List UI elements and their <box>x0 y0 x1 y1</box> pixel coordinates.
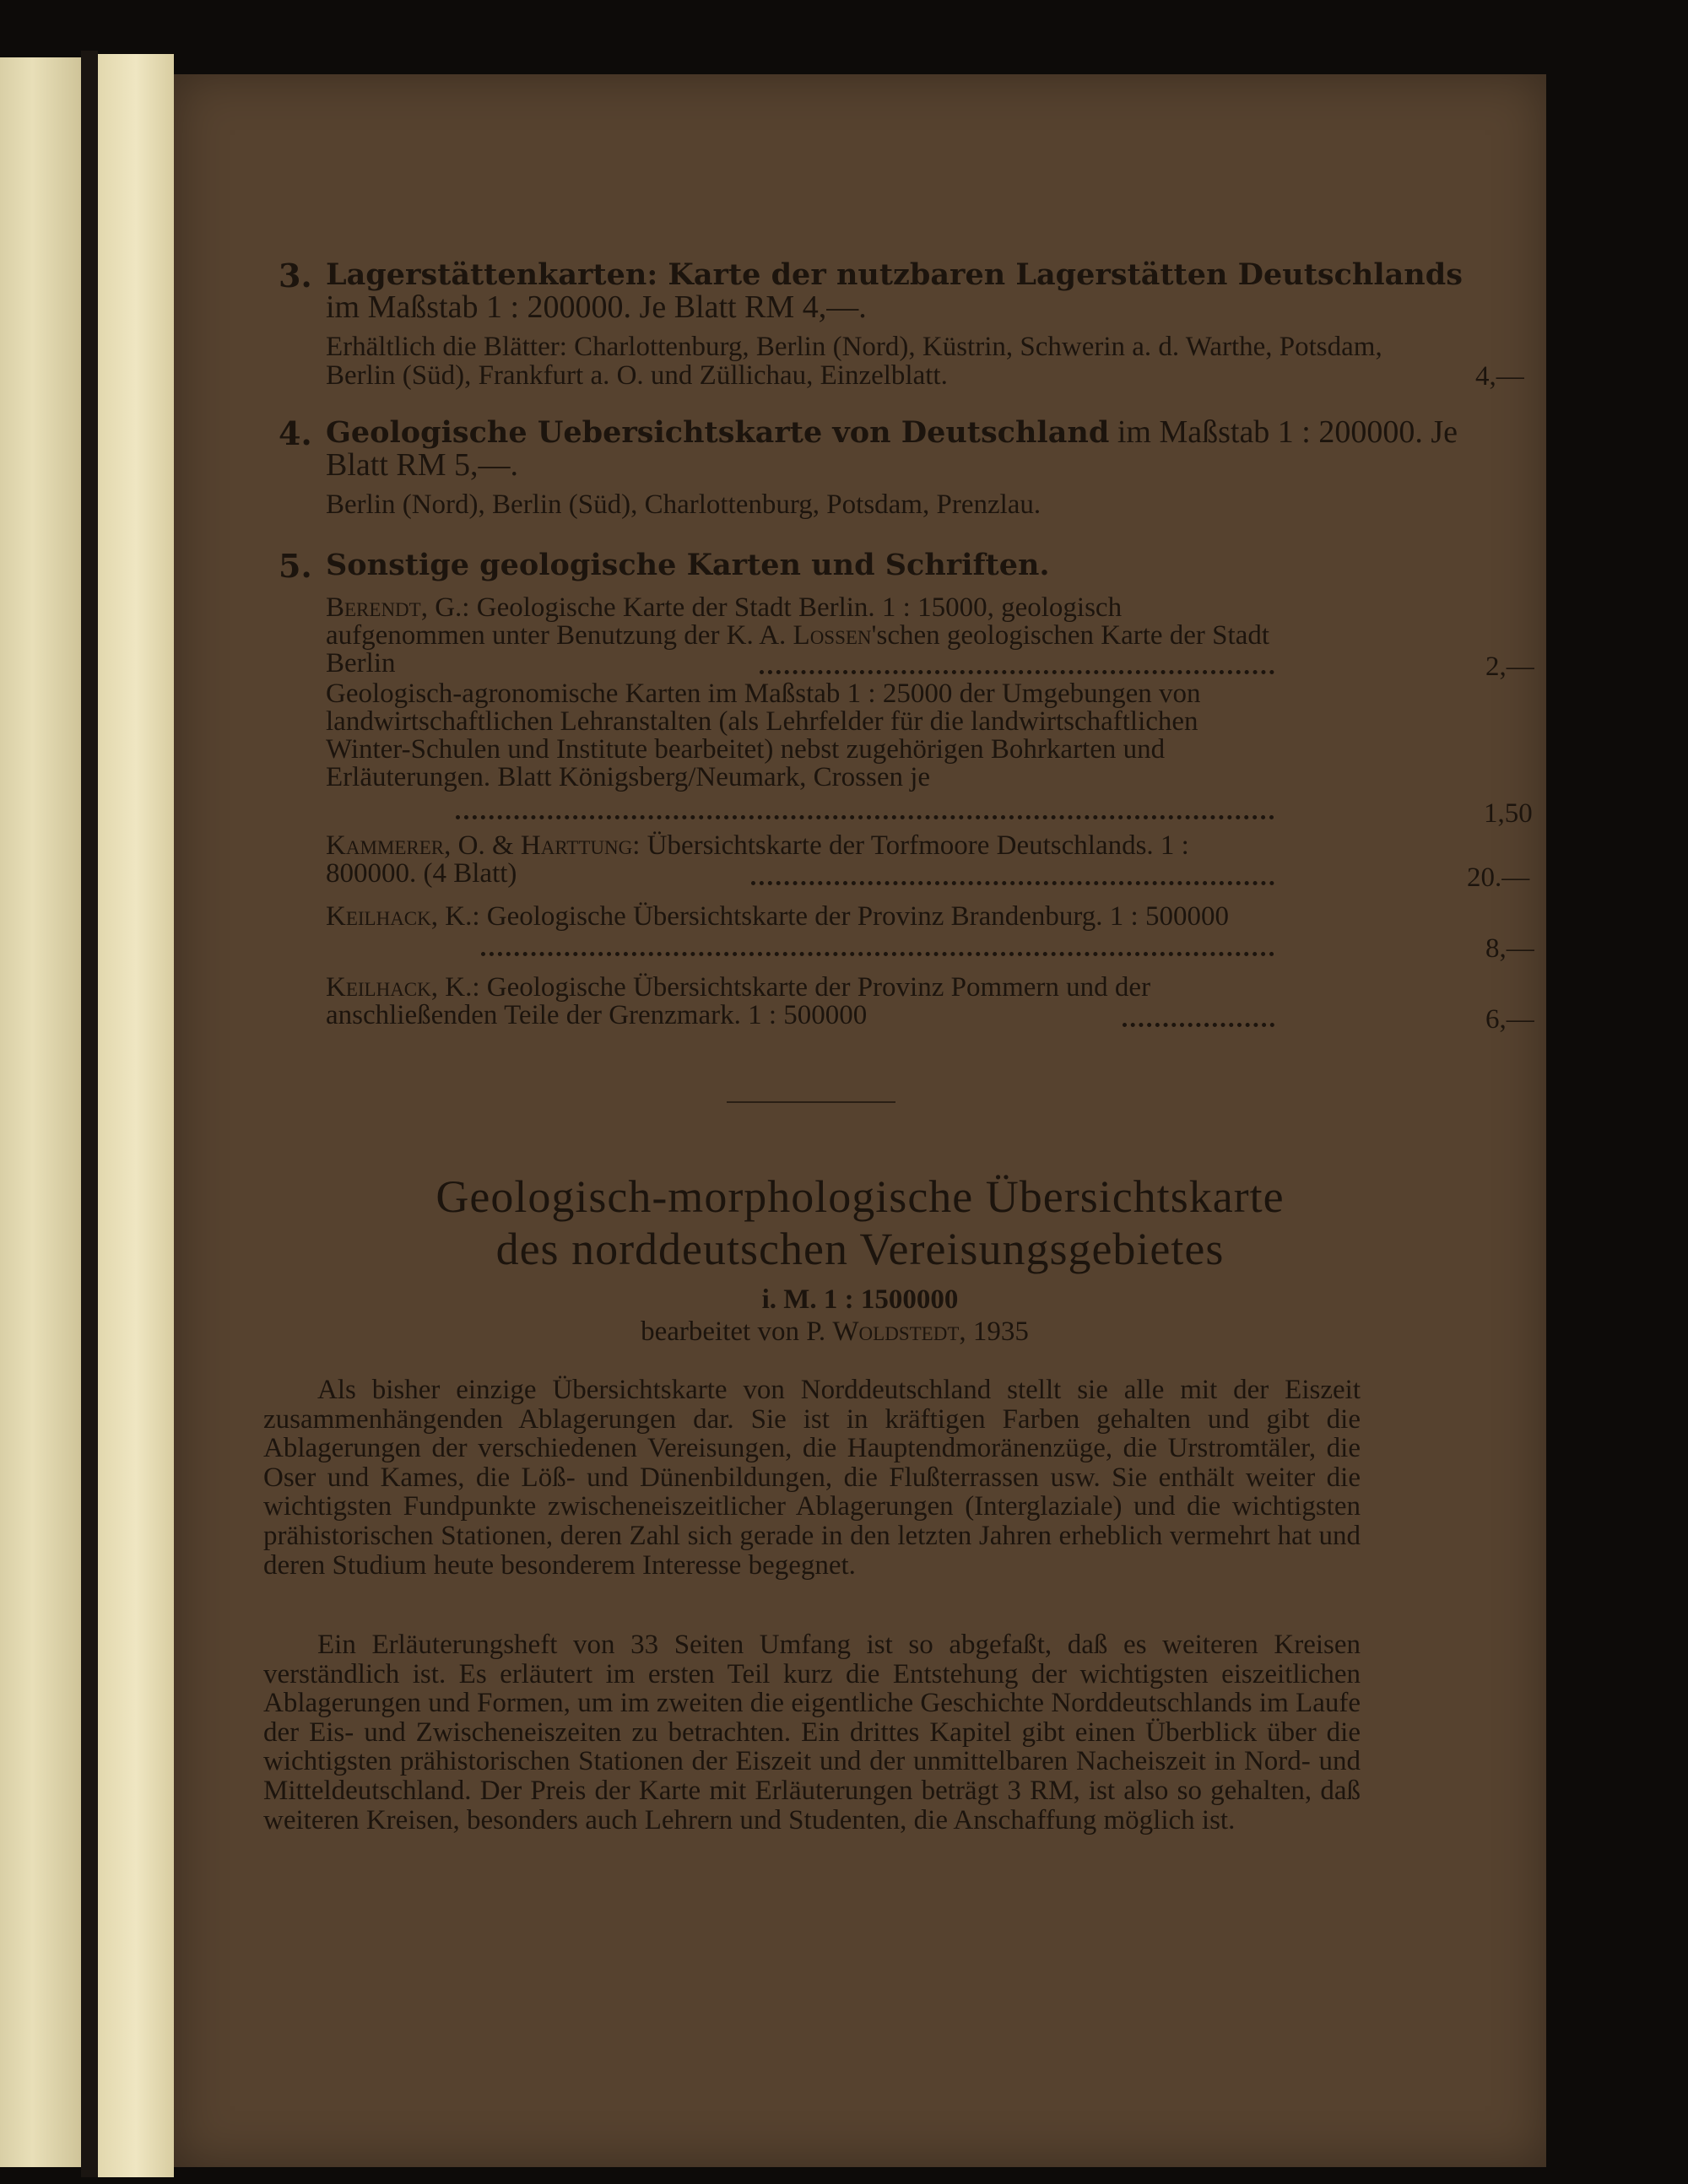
byline-author: Woldstedt <box>832 1316 960 1347</box>
item-price: 2,— <box>1485 651 1534 682</box>
item-price: 6,— <box>1485 1004 1534 1035</box>
dot-leader <box>1123 1023 1274 1027</box>
feature-title-line2: des norddeutschen Vereisungsgebietes <box>495 1224 1225 1274</box>
dot-leader <box>760 670 1274 674</box>
book-gutter <box>81 51 98 2177</box>
page-content <box>174 74 1546 2167</box>
feature-paragraph-2: Ein Erläuterungsheft von 33 Seiten Umfang ist so abgefaßt, daß es weiteren Kreisen verständlich ist. Es erläutert im ersten Teil kurz die Entstehung der wichtigsten eiszeitlichen Ablagerungen und Formen, um im zweiten die eigentliche Geschichte Norddeutschlands im Laufe der Eis- und Zwischeneiszeiten zu betrachten. Ein drittes Kapitel gibt einen Überblick über die wichtigsten prähistorischen Stationen der Eiszeit und der unmittelbaren Nacheiszeit in Nord- und Mitteldeutschland. Der Preis der Karte mit Erläuterungen beträgt 3 RM, ist also so gehalten, daß weiteren Kreisen, besonders auch Lehrern und Studenten, die Anschaffung möglich ist. <box>263 1630 1361 1835</box>
entry-heading <box>326 416 1474 481</box>
item-author: Keilhack, K.: <box>326 972 480 1003</box>
entry-number: 4. <box>279 414 312 452</box>
item-description-tail: 'schen geologischen Karte der Stadt Berlin <box>326 620 1270 678</box>
feature-byline <box>149 1316 1521 1347</box>
entry-number: 3. <box>279 257 312 295</box>
item-text <box>326 594 1280 678</box>
item-description: Geologische Karte der Stadt Berlin. 1 : 15000, geologisch aufgenommen unter Benutzung der K. A. <box>326 592 1123 651</box>
dot-leader <box>481 952 1274 956</box>
entry-heading <box>326 549 1474 581</box>
entry-title-bold: Sonstige geologische Karten und Schriften. <box>326 548 1050 582</box>
item-text <box>326 974 1280 1030</box>
item-author: Kammerer, O. & Harttung: <box>326 830 641 861</box>
item-description: Geologische Übersichtskarte der Provinz Brandenburg. 1 : 500000 <box>486 901 1229 932</box>
feature-paragraph-1: Als bisher einzige Übersichtskarte von Norddeutschland stellt sie alle mit der Eiszeit zusammenhängenden Ablagerungen dar. Sie ist in kräftigen Farben gehalten und gibt die Ablagerungen der verschiedenen Vereisungen, die Hauptendmoränenzüge, die Urstromtäler, die Oser und Kames, die Löß- und Dünenbildungen, die Flußterrassen usw. Sie enthält weiter die wichtigsten Fundpunkte zwischeneiszeitlicher Ablagerungen (Interglaziale) und die wichtigsten prähistorischen Stationen, deren Zahl sich gerade in den letzten Jahren erheblich vermehrt hat und deren Studium heute besonderem Interesse begegnet. <box>263 1375 1361 1581</box>
item-author-secondary: Lossen <box>793 620 872 651</box>
document-page <box>174 74 1546 2167</box>
item-description: Übersichtskarte der Torfmoore Deutschlands. 1 : 800000. (4 Blatt) <box>326 830 1189 889</box>
entry-heading <box>326 258 1474 323</box>
byline-year: , 1935 <box>959 1316 1029 1347</box>
entry-title-bold: Geologische Uebersichtskarte von Deutschland <box>326 415 1110 450</box>
item-text <box>326 832 1280 888</box>
item-description: Geologische Übersichtskarte der Provinz Pommern und der anschließenden Teile der Grenzmark. 1 : 500000 <box>326 972 1151 1030</box>
book-edge-outer <box>0 57 81 2167</box>
book-edge-inner <box>98 54 174 2177</box>
item-text <box>326 903 1280 931</box>
entry-title-rest: im Maßstab 1 : 200000. Je Blatt RM 5,—. <box>326 414 1458 483</box>
section-divider <box>727 1101 895 1103</box>
feature-title-line1: Geologisch-morphologische Übersichtskarte <box>436 1171 1285 1222</box>
dot-leader <box>456 815 1274 819</box>
entry-price: 4,— <box>1475 361 1524 392</box>
feature-scale: i. M. 1 : 1500000 <box>761 1284 959 1315</box>
item-price: 20.— <box>1467 862 1530 893</box>
item-price: 1,50 <box>1484 798 1533 829</box>
item-author: Berendt, G.: <box>326 592 470 623</box>
dot-leader <box>751 881 1274 885</box>
item-author: Keilhack, K.: <box>326 901 480 932</box>
entry-title-bold: Lagerstättenkarten: Karte der nutzbaren Lagerstätten Deutschlands <box>326 257 1463 292</box>
item-text: Geologisch-agronomische Karten im Maßstab 1 : 25000 der Umgebungen von landwirtschaftlichen Lehranstalten (als Lehrfelder für die landwirtschaftlichen Winter-Schulen und Institute bearbeitet) nebst zugehörigen Bohrkarten und Erläuterungen. Blatt Königsberg/Neumark, Crossen je <box>326 678 1201 792</box>
entry-detail: Berlin (Nord), Berlin (Süd), Charlottenburg, Potsdam, Prenzlau. <box>326 489 1041 520</box>
entry-title-rest: im Maßstab 1 : 200000. Je Blatt RM 4,—. <box>326 289 867 325</box>
item-price: 8,— <box>1485 933 1534 964</box>
entry-number: 5. <box>279 547 312 585</box>
byline-prefix: bearbeitet von P. <box>641 1316 826 1347</box>
entry-detail: Erhältlich die Blätter: Charlottenburg, Berlin (Nord), Küstrin, Schwerin a. d. Warthe, Potsdam, Berlin (Süd), Frankfurt a. O. und Züllichau, Einzelblatt. <box>326 332 1382 391</box>
